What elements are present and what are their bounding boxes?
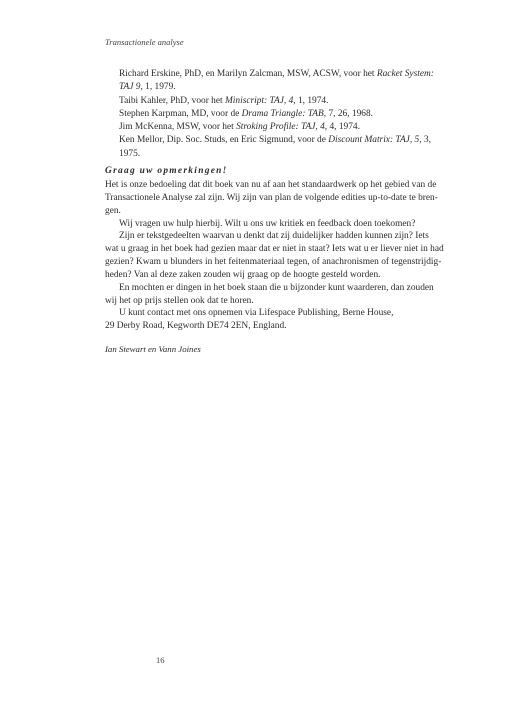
credit-citation: , 1, 1979. xyxy=(140,82,176,93)
credit-citation: , 3, xyxy=(419,135,431,146)
credit-work-title: Stroking Profile: TAJ, 4 xyxy=(236,122,325,133)
text-line: Het is onze bedoeling dat dit boek van nu af aan het standaardwerk op het gebied van de xyxy=(105,180,437,190)
page-number: 16 xyxy=(156,655,165,665)
section-heading: Graag uw opmerkingen! xyxy=(105,166,228,176)
text-line: Wij vragen uw hulp hierbij. Wilt u ons uw kritiek en feedback doen toekomen? xyxy=(119,218,416,229)
credits-list xyxy=(105,68,445,161)
credit-text: Taibi Kahler, PhD, voor het xyxy=(119,95,225,106)
text-line: gezien? Kwam u blunders in het feitenmateriaal tegen, of anachronismen of tegenstrijdig- xyxy=(105,257,442,268)
credit-citation: , 1, 1974. xyxy=(293,95,329,106)
credit-text: Ken Mellor, Dip. Soc. Studs, en Eric Sigmund, voor de xyxy=(119,135,329,146)
text-line: En mochten er dingen in het boek staan die u bijzonder kunt waarderen, dan zouden xyxy=(119,282,434,293)
credit-text: Richard Erskine, PhD, en Marilyn Zalcman, MSW, ACSW, voor het xyxy=(119,69,377,79)
credit-continuation: 1975. xyxy=(119,148,141,159)
credit-continuation xyxy=(119,81,445,94)
credit-item xyxy=(105,134,445,161)
text-line: U kunt contact met ons opnemen via Lifespace Publishing, Berne House, xyxy=(119,308,394,319)
credit-work-title: Drama Triangle: TAB xyxy=(241,108,324,119)
credit-item xyxy=(105,108,445,121)
text-line: 29 Derby Road, Kegworth DE74 2EN, England. xyxy=(105,321,287,332)
author-signature: Ian Stewart en Vann Joines xyxy=(105,344,201,354)
text-line: Zijn er tekstgedeelten waarvan u denkt dat zij duidelijker hadden kunnen zijn? Iets xyxy=(119,231,429,242)
body-paragraphs xyxy=(105,179,444,333)
credit-item xyxy=(105,95,445,108)
credit-work-title: TAJ 9 xyxy=(119,82,141,93)
text-line: wat u graag in het boek had gezien maar dat er niet in staat? Iets wat u er liever niet in had xyxy=(105,244,444,255)
text-line: heden? Van al deze zaken zouden wij graag op de hoogte gesteld worden. xyxy=(105,269,381,280)
credit-work-title: Miniscript: TAJ, 4 xyxy=(224,95,294,106)
text-line: wij het op prijs stellen ook dat te horen. xyxy=(105,295,254,306)
credit-work-title: Discount Matrix: TAJ, 5 xyxy=(328,135,420,146)
credit-item xyxy=(105,121,445,134)
credit-work-title: Racket System: xyxy=(376,69,434,79)
credit-citation: , 7, 26, 1968. xyxy=(323,108,373,119)
credit-citation: , 4, 1974. xyxy=(324,122,360,133)
credit-text: Stephen Karpman, MD, voor de xyxy=(119,108,242,119)
credit-item xyxy=(105,68,445,95)
running-header: Transactionele analyse xyxy=(105,37,184,47)
credit-text: Jim McKenna, MSW, voor het xyxy=(119,122,237,133)
text-line: Transactionele Analyse zal zijn. Wij zijn van plan de volgende edities up-to-date te bren- xyxy=(105,192,438,203)
text-line: gen. xyxy=(105,205,121,216)
